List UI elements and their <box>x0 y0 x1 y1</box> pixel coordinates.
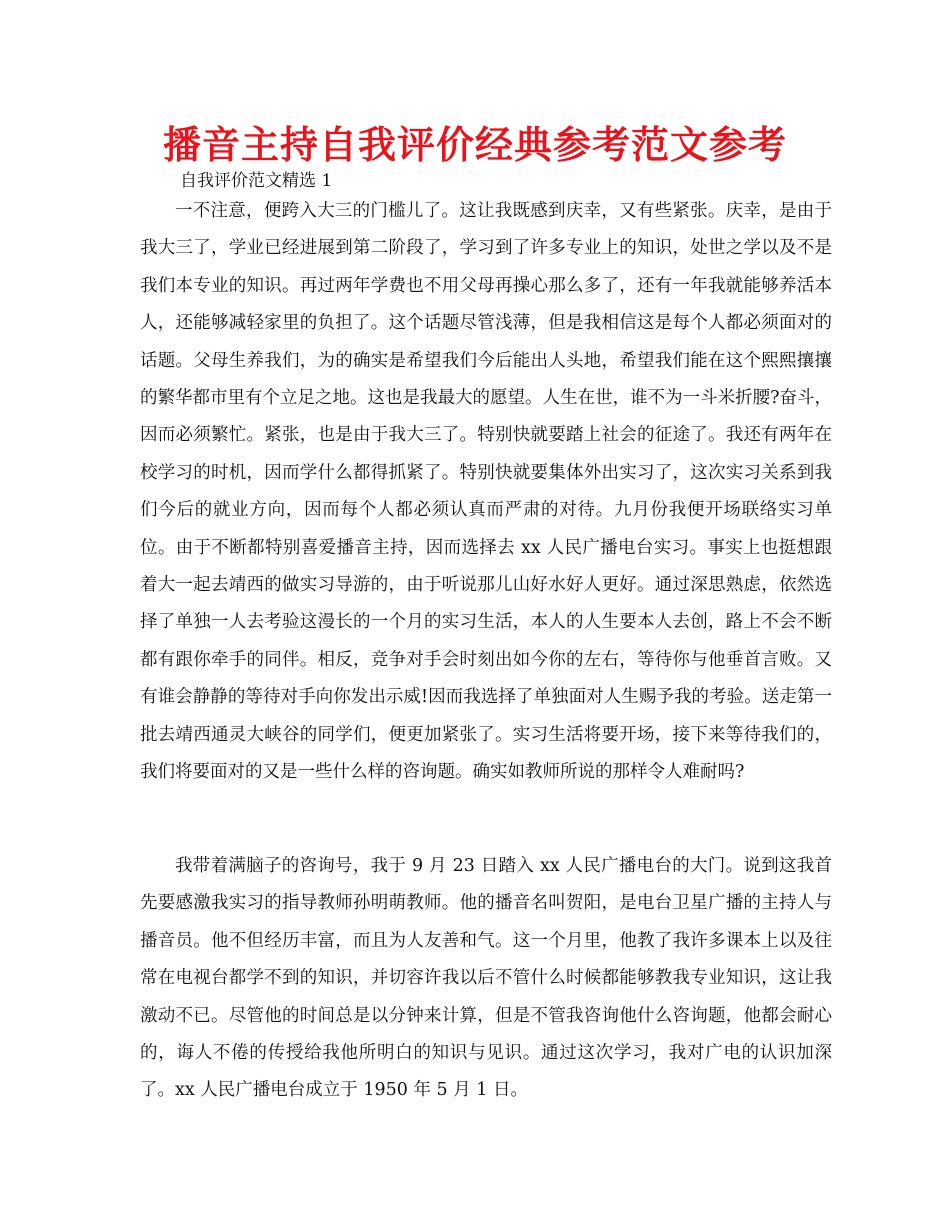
paragraph-1: 一不注意，便跨入大三的门槛儿了。这让我既感到庆幸，又有些紧张。庆幸，是由于我大三了，学业已经进展到第二阶段了，学习到了许多专业上的知识，处世之学以及不是我们本专业的知识。再过两年学费也不用父母再操心那么多了，还有一年我就能够养活本人，还能够减轻家里的负担了。这个话题尽管浅薄，但是我相信这是每个人都必须面对的话题。父母生养我们，为的确实是希望我们今后能出人头地，希望我们能在这个熙熙攘攘的繁华都市里有个立足之地。这也是我最大的愿望。人生在世，谁不为一斗米折腰?奋斗，因而必须繁忙。紧张，也是由于我大三了。特别快就要踏上社会的征途了。我还有两年在校学习的时机，因而学什么都得抓紧了。特别快就要集体外出实习了，这次实习关系到我们今后的就业方向，因而每个人都必须认真而严肃的对待。九月份我便开场联络实习单位。由于不断都特别喜爱播音主持，因而选择去 xx 人民广播电台实习。事实上也挺想跟着大一起去靖西的做实习导游的，由于听说那儿山好水好人更好。通过深思熟虑，依然选择了单独一人去考验这漫长的一个月的实习生活，本人的人生要本人去创，路上不会不断都有跟你牵手的同伴。相反，竞争对手会时刻出如今你的左右，等待你与他垂首言败。又有谁会静静的等待对手向你发出示威!因而我选择了单独面对人生赐予我的考验。送走第一批去靖西通灵大峡谷的同学们，便更加紧张了。实习生活将要开场，接下来等待我们的，我们将要面对的又是一些什么样的咨询题。确实如教师所说的那样令人难耐吗? <box>140 201 832 783</box>
section-subtitle: 自我评价范文精选 1 <box>180 171 333 191</box>
paragraph-2: 我带着满脑子的咨询号，我于 9 月 23 日踏入 xx 人民广播电台的大门。说到这我首先要感激我实习的指导教师孙明萌教师。他的播音名叫贺阳，是电台卫星广播的主持人与播音员。他不但经历丰富，而且为人友善和气。这一个月里，他教了我许多课本上以及往常在电视台都学不到的知识，并切容许我以后不管什么时候都能够教我专业知识，这让我激动不已。尽管他的时间总是以分钟来计算，但是不管我咨询他什么咨询题，他都会耐心的，诲人不倦的传授给我他所明白的知识与见识。通过这次学习，我对广电的认识加深了。xx 人民广播电台成立于 1950 年 5 月 1 日。 <box>140 856 832 1101</box>
document-title: 播音主持自我评价经典参考范文参考 <box>162 123 787 167</box>
